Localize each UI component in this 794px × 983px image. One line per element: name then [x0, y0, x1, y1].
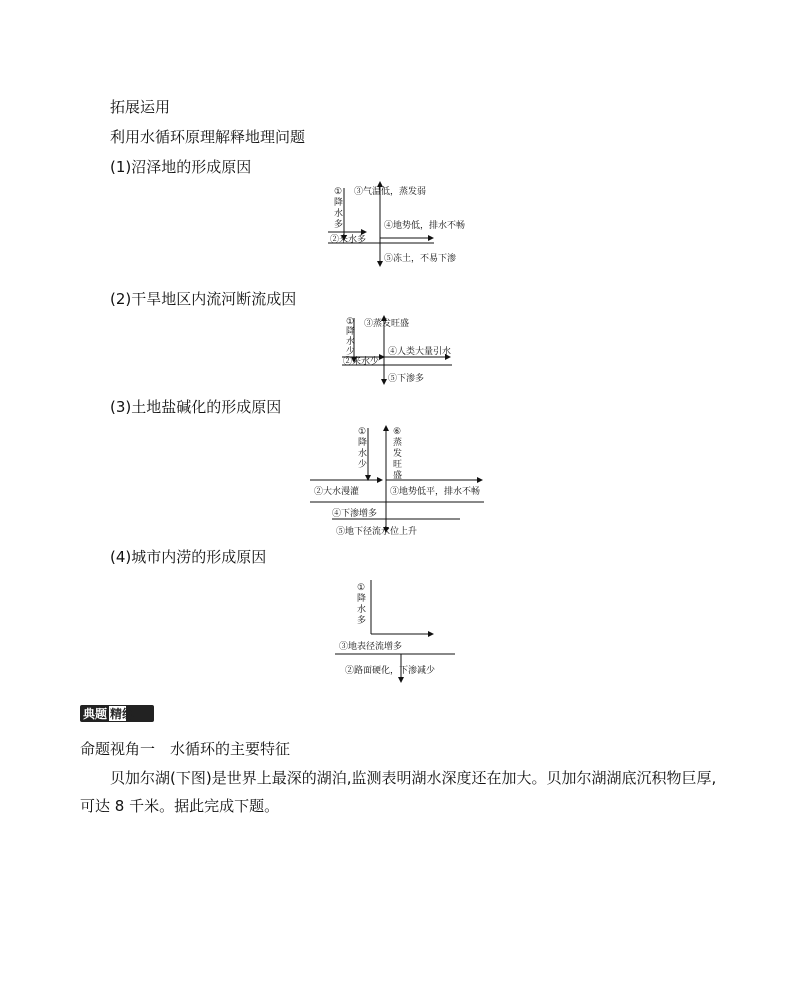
case3-e3: 发: [393, 449, 403, 459]
case1-v2: 降: [334, 198, 344, 208]
case2-v2: 降: [346, 327, 356, 337]
case4-v1: ①: [357, 583, 366, 593]
case3-title: (3)土地盐碱化的形成原因: [110, 398, 282, 416]
practice-paragraph: 贝加尔湖(下图)是世界上最深的湖泊,监测表明湖水深度还在加大。贝加尔湖湖底沉积物巨厚,可达 8 千米。据此完成下题。: [80, 769, 717, 815]
badge-text-2: 精练: [110, 707, 135, 721]
case3-v4: 少: [358, 460, 368, 470]
case3-e1: ⑥: [393, 427, 402, 437]
case2-v1: ①: [346, 317, 355, 327]
case3-left-label: ②大水漫灌: [314, 487, 360, 497]
case4-v2: 降: [357, 594, 367, 604]
practice-angle: 命题视角一 水循环的主要特征: [80, 740, 291, 758]
case4-v3: 水: [357, 605, 367, 615]
case3-v2: 降: [358, 438, 368, 448]
case3-right-label: ③地势低平，排水不畅: [390, 487, 481, 497]
case1-bottom-label: ⑤冻土，不易下渗: [384, 254, 457, 264]
case3-below1-label: ④下渗增多: [332, 509, 378, 519]
extend-subheading: 利用水循环原理解释地理问题: [110, 128, 306, 146]
waterlogging-diagram: [335, 576, 465, 686]
extend-heading: 拓展运用: [110, 98, 171, 116]
case1-v4: 多: [334, 220, 344, 230]
salinization-diagram: [310, 422, 490, 540]
badge-text-1: 典题: [83, 707, 108, 721]
case3-v1: ①: [358, 427, 367, 437]
case2-v4: 少: [346, 347, 356, 357]
case2-top-label: ③蒸发旺盛: [364, 319, 410, 329]
case1-left-label: ②来水多: [330, 235, 367, 245]
practice-badge: [80, 704, 154, 723]
case4-bottom-label: ②路面硬化，下渗减少: [345, 666, 436, 676]
case4-mid-label: ③地表径流增多: [339, 642, 403, 652]
case1-title: (1)沼泽地的形成原因: [110, 158, 252, 176]
case3-v3: 水: [358, 449, 368, 459]
dry-river-diagram: [340, 312, 460, 388]
case4-title: (4)城市内涝的形成原因: [110, 548, 267, 566]
case2-title: (2)干旱地区内流河断流成因: [110, 290, 297, 308]
case3-e5: 盛: [393, 471, 403, 481]
swamp-diagram: [320, 180, 466, 270]
case1-right-label: ④地势低，排水不畅: [384, 221, 466, 231]
case2-v3: 水: [346, 337, 356, 347]
case1-v1: ①: [334, 187, 343, 197]
case3-below2-label: ⑤地下径流水位上升: [336, 527, 418, 537]
case4-v4: 多: [357, 616, 367, 626]
case2-bottom-label: ⑤下渗多: [388, 374, 425, 384]
case3-e4: 旺: [393, 460, 403, 470]
case2-right-label: ④人类大量引水: [388, 347, 452, 357]
case2-left-label: ②来水少: [343, 357, 380, 367]
case3-e2: 蒸: [393, 438, 403, 448]
case1-top-label: ③气温低，蒸发弱: [354, 187, 427, 197]
case1-v3: 水: [334, 209, 344, 219]
